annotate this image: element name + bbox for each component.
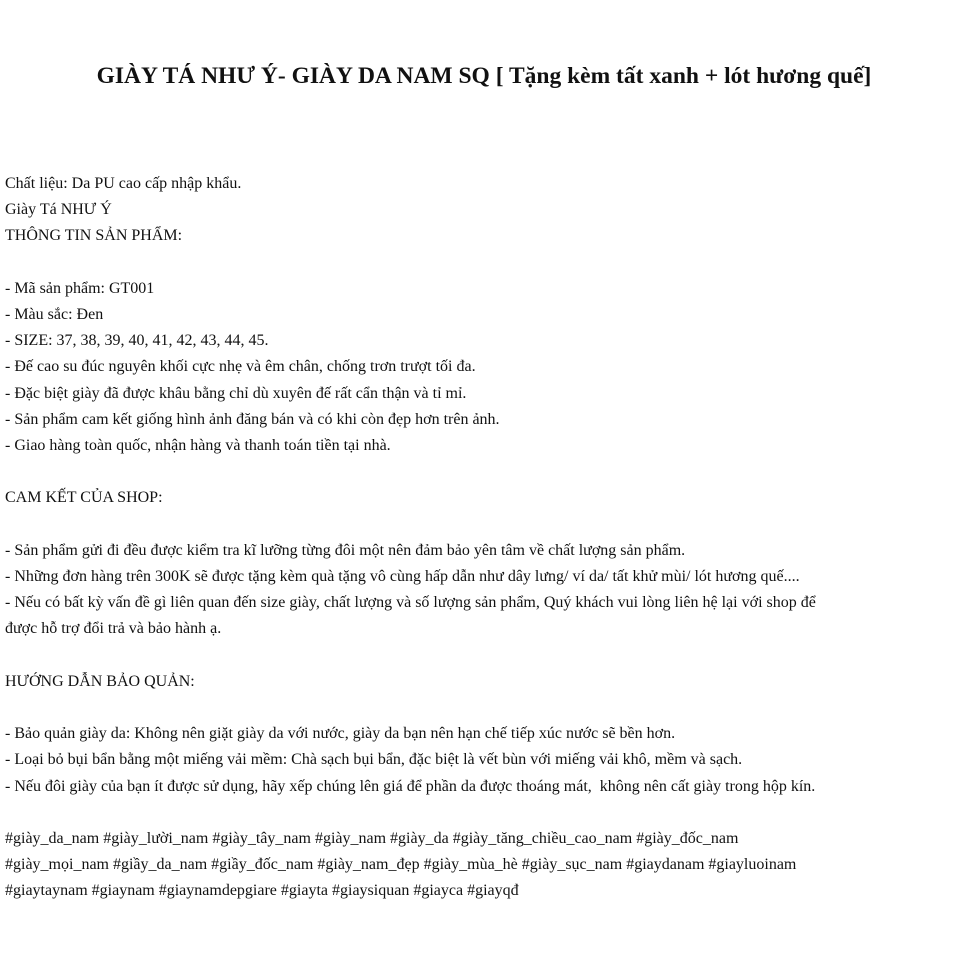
material-line: Chất liệu: Da PU cao cấp nhập khẩu. (5, 175, 242, 192)
blank-line (5, 800, 935, 826)
product-title: GIÀY TÁ NHƯ Ý- GIÀY DA NAM SQ [ Tặng kèm tất xanh + lót hương quế] (96, 63, 872, 89)
size-line: - SIZE: 37, 38, 39, 40, 41, 42, 43, 44, 45. (5, 332, 269, 350)
product-code-line: - Mã sản phẩm: GT001 (5, 279, 155, 297)
care-item: - Bảo quản giày da: Không nên giặt giày da với nước, giày da bạn nên hạn chế tiếp xúc nước sẽ bền hơn. (5, 725, 676, 743)
commitment-item: - Sản phẩm gửi đi đều được kiểm tra kĩ lưỡng từng đôi một nên đảm bảo yên tâm về chất lượng sản phẩm. (5, 541, 686, 559)
product-info-heading: THÔNG TIN SẢN PHẨM: (5, 227, 183, 245)
color-line: - Màu sắc: Đen (5, 306, 104, 323)
stitching-line: - Đặc biệt giày đã được khâu bằng chỉ dù xuyên đế rất cẩn thận và tỉ mỉ. (5, 384, 467, 402)
care-item: - Nếu đôi giày của bạn ít được sử dụng, hãy xếp chúng lên giá để phần da được thoáng mát, không nên cất giày trong hộp kín. (5, 777, 816, 795)
brand-line: Giày Tá NHƯ Ý (5, 201, 112, 219)
blank-line (5, 459, 935, 485)
care-item: - Loại bỏ bụi bẩn bằng một miếng vải mềm: Chà sạch bụi bẩn, đặc biệt là vết bùn với miếng vải khô, mềm và sạch. (5, 751, 743, 769)
hashtag-line: #giày_mọi_nam #giầy_da_nam #giầy_đốc_nam #giày_nam_đẹp #giày_mùa_hè #giày_sục_nam #giaydanam #giayluoinam (5, 856, 797, 874)
commitment-item: được hỗ trợ đổi trả và bảo hành ạ. (5, 620, 222, 638)
hashtag-line: #giày_da_nam #giày_lười_nam #giày_tây_nam #giày_nam #giày_da #giày_tăng_chiều_cao_nam #giày_đốc_nam (5, 829, 739, 847)
hashtag-line: #giaytaynam #giaynam #giaynamdepgiare #giayta #giaysiquan #giayca #giayqđ (5, 882, 519, 900)
commitment-item: - Những đơn hàng trên 300K sẽ được tặng kèm quà tặng vô cùng hấp dẫn như dây lưng/ ví da/ tất khử mùi/ lót hương quế.... (5, 568, 800, 585)
blank-line (5, 695, 935, 721)
product-description (5, 171, 935, 905)
commitment-heading: CAM KẾT CỦA SHOP: (5, 489, 163, 507)
sole-line: - Đế cao su đúc nguyên khối cực nhẹ và êm chân, chống trơn trượt tối đa. (5, 358, 476, 376)
care-heading: HƯỚNG DẪN BẢO QUẢN: (5, 672, 195, 690)
commitment-item: - Nếu có bất kỳ vấn đề gì liên quan đến size giày, chất lượng và số lượng sản phẩm, Quý khách vui lòng liên hệ lại với shop để (5, 594, 816, 612)
photo-guarantee-line: - Sản phẩm cam kết giống hình ảnh đăng bán và có khi còn đẹp hơn trên ảnh. (5, 410, 500, 428)
delivery-line: - Giao hàng toàn quốc, nhận hàng và thanh toán tiền tại nhà. (5, 437, 391, 455)
blank-line (5, 512, 935, 538)
blank-line (5, 250, 935, 276)
blank-line (5, 643, 935, 669)
